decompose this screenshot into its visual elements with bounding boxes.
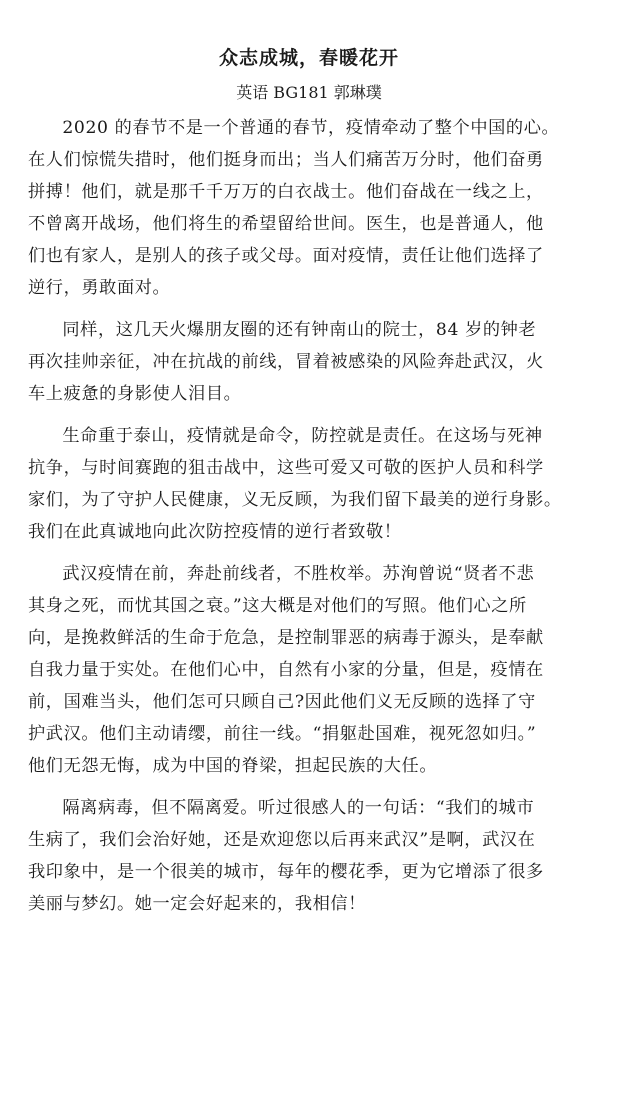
text-line: 武汉疫情在前，奔赴前线者，不胜枚举。苏洵曾说“贤者不悲 [62,564,535,584]
text-line: 生病了，我们会治好她，还是欢迎您以后再来武汉”是啊，武汉在 [28,830,536,850]
paragraph-4 [28,558,590,782]
text-line: 抗争，与时间赛跑的狙击战中，这些可爱又可敬的医护人员和科学 [28,458,544,478]
text-line: 同样，这几天火爆朋友圈的还有钟南山的院士，84 岁的钟老 [62,320,537,340]
text-line: 家们，为了守护人民健康，义无反顾，为我们留下最美的逆行身影。 [28,490,562,510]
text-line: 护武汉。他们主动请缨，前往一线。“捐躯赴国难，视死忽如归。” [28,724,537,744]
text-line: 车上疲惫的身影使人泪目。 [28,384,242,404]
text-line: 生命重于泰山，疫情就是命令，防控就是责任。在这场与死神 [62,426,543,446]
text-line: 美丽与梦幻。她一定会好起来的，我相信！ [28,894,366,914]
text-line: 前，国难当头，他们怎可只顾自己?因此他们义无反顾的选择了守 [28,692,536,712]
text-line: 向，是挽救鲜活的生命于危急，是控制罪恶的病毒于源头，是奉献 [28,628,544,648]
text-line: 再次挂帅亲征，冲在抗战的前线，冒着被感染的风险奔赴武汉，火 [28,352,544,372]
paragraph-2 [28,314,590,410]
text-line: 我们在此真诚地向此次防控疫情的逆行者致敬！ [28,522,402,542]
text-line: 2020 的春节不是一个普通的春节，疫情牵动了整个中国的心。 [62,118,560,138]
text-line: 们也有家人，是别人的孩子或父母。面对疫情，责任让他们选择了 [28,246,544,266]
text-line: 拼搏！他们，就是那千千万万的白衣战士。他们奋战在一线之上， [28,182,544,202]
text-line: 自我力量于实处。在他们心中，自然有小家的分量，但是，疫情在 [28,660,544,680]
text-line: 不曾离开战场，他们将生的希望留给世间。医生，也是普通人，他 [28,214,544,234]
paragraph-1 [28,112,590,304]
document-author: 英语 BG181 郭琳璞 [236,83,382,102]
text-line: 在人们惊慌失措时，他们挺身而出；当人们痛苦万分时，他们奋勇 [28,150,544,170]
paragraph-3 [28,420,590,548]
text-line: 隔离病毒，但不隔离爱。听过很感人的一句话：“我们的城市 [62,798,535,818]
text-line: 我印象中，是一个很美的城市，每年的樱花季，更为它增添了很多 [28,862,544,882]
document-title: 众志成城，春暖花开 [218,47,399,69]
text-line: 他们无怨无悔，成为中国的脊梁，担起民族的大任。 [28,756,438,776]
text-line: 逆行，勇敢面对。 [28,278,171,298]
text-line: 其身之死，而忧其国之衰。”这大概是对他们的写照。他们心之所 [28,596,527,616]
paragraph-5 [28,792,590,920]
